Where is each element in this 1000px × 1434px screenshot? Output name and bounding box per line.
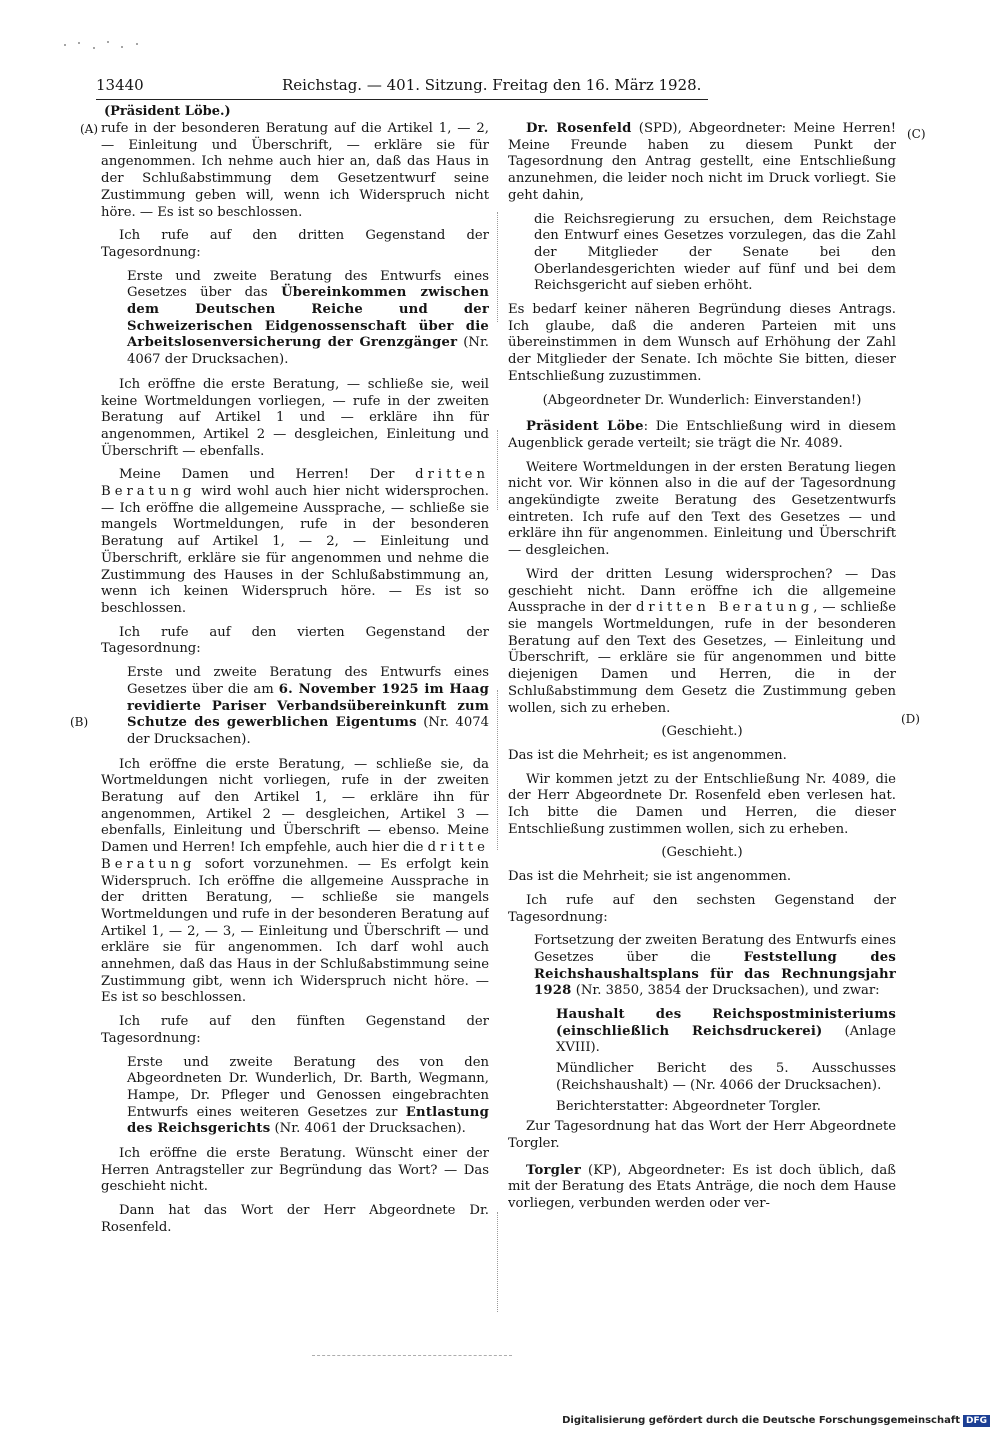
- speech-text: : Die Entschließung wird in diesem Augenblick gerade verteilt; sie trägt die Nr. 4089.: [508, 419, 896, 451]
- agenda-reference: (Nr. 4067 der Drucksachen).: [127, 335, 489, 368]
- paragraph: [508, 567, 896, 717]
- column-rule: [497, 1212, 498, 1312]
- agenda-text: Erste und zweite Beratung des Entwurfs eines Gesetzes über die am: [127, 665, 489, 697]
- speech: [508, 121, 896, 205]
- margin-mark-a: (A): [80, 122, 99, 136]
- paragraph: rufe in der besonderen Beratung auf die Artikel 1, — 2, — Einleitung und Überschrift, — erkläre sie für angenommen. Ich nehme auch hier an, daß das Haus in der Schlußabstimmung dem Gesetzentwurf seine Zustimmung geben will, wenn ich Widerspruch nicht höre. — Es ist so beschlossen.: [101, 121, 489, 220]
- paragraph: [101, 467, 489, 617]
- agenda-reference: (Nr. 3850, 3854 der Drucksachen), und zwar:: [571, 983, 880, 999]
- paragraph: [101, 757, 489, 1008]
- page-number: 13440: [96, 76, 144, 94]
- text: Meine Damen und Herren! Der: [119, 467, 416, 483]
- column-rule: [497, 690, 498, 850]
- text: Ich eröffne die erste Beratung, — schließe sie, da Wortmeldungen nicht vorliegen, rufe in der zweiten Beratung auf den Artikel 1, — erkläre ihn für angenommen, Artikel 2 — desgleichen, Artikel 3 — ebenfalls, Einleitung und Überschrift — ebenso. Meine Damen und Herren! Ich empfehle, auch hier die: [101, 756, 489, 856]
- speech: [508, 419, 896, 452]
- agenda-text: Erste und zweite Beratung des von den Abgeordneten Dr. Wunderlich, Dr. Barth, Wegmann, Hampe, Dr. Pfleger und Genossen eingebrachten Entwurfs eines weiteren Gesetzes zur: [127, 1054, 489, 1120]
- column-rule: [497, 212, 498, 322]
- margin-mark-c: (C): [907, 127, 926, 141]
- text: sofort vorzunehmen. — Es erfolgt kein Widerspruch. Ich eröffne die allgemeine Aussprache in der dritten Beratung, — schließe sie mangels Wortmeldungen und rufe in der besonderen Beratung auf Artikel 1, — 2, — 3, — Einleitung und Überschrift — und erkläre sie für angenommen. Ich darf wohl auch annehmen, daß das Haus in der Schlußabstimmung seine Zustimmung gibt, wenn ich Widerspruch nicht höre. — Es ist so beschlossen.: [101, 856, 489, 1006]
- paragraph: Das ist die Mehrheit; sie ist angenommen.: [508, 869, 792, 885]
- agenda-item-4: [127, 665, 489, 749]
- agenda-text: Fortsetzung der zweiten Beratung des Entwurfs eines Gesetzes über die: [534, 933, 896, 965]
- page-header: [96, 76, 706, 100]
- budget-subitem: [556, 1007, 896, 1057]
- stage-direction: (Geschieht.): [661, 724, 743, 740]
- speech: [508, 1163, 896, 1213]
- margin-mark-d: (D): [901, 712, 920, 726]
- spaced-text: dritten Beratung: [635, 600, 814, 616]
- scan-specks: [60, 38, 150, 58]
- paragraph: Ich rufe auf den fünften Gegenstand der Tagesordnung:: [101, 1014, 489, 1046]
- funding-text: Digitalisierung gefördert durch die Deutsche Forschungsgemeinschaft: [562, 1415, 960, 1426]
- agenda-item-3: [127, 269, 489, 369]
- interjection: (Abgeordneter Dr. Wunderlich: Einverstanden!): [542, 392, 862, 408]
- paragraph: Weitere Wortmeldungen in der ersten Beratung liegen nicht vor. Wir können also in die auf der Tagesordnung angekündigte zweite Beratung des Gesetzentwurfs eintreten. Ich rufe auf den Text des Gesetzes — und erkläre ihn für angenommen. Einleitung und Überschrift — desgleichen.: [508, 459, 896, 559]
- continued-speaker: (Präsident Löbe.): [104, 104, 231, 119]
- running-title: Reichstag. — 401. Sitzung. Freitag den 16. März 1928.: [282, 76, 702, 94]
- paragraph: Es bedarf keiner näheren Begründung dieses Antrags. Ich glaube, daß die anderen Parteien mit uns übereinstimmen in dem Wunsch auf Erhöhung der Zahl der Mitglieder der Senate. Ich möchte Sie bitten, dieser Entschließung zuzustimmen.: [508, 302, 896, 384]
- agenda-item-6: [534, 933, 896, 1000]
- agenda-title: Entlastung des Reichsgerichts: [127, 1104, 489, 1137]
- agenda-reference: (Nr. 4074 der Drucksachen).: [127, 715, 489, 747]
- speech-text: (SPD), Abgeordneter: Meine Herren! Meine Freunde haben zu diesem Punkt der Tagesordnung den Antrag gestellt, eine Entschließung anzunehmen, die leider noch nicht im Druck vorliegt. Sie geht dahin,: [508, 121, 896, 203]
- column-rule: [497, 430, 498, 510]
- paragraph: Zur Tagesordnung hat das Wort der Herr Abgeordnete Torgler.: [508, 1119, 896, 1151]
- agenda-item-5: [127, 1055, 489, 1139]
- budget-annex: (Anlage XVIII).: [556, 1023, 896, 1056]
- agenda-title: Übereinkommen zwischen dem Deutschen Reiche und der Schweizerischen Eidgenossenschaft über die Arbeitslosenversicherung der Grenzgänger: [127, 285, 489, 351]
- agenda-text: Erste und zweite Beratung des Entwurfs eines Gesetzes über das: [127, 268, 489, 301]
- quoted-motion: die Reichsregierung zu ersuchen, dem Reichstage den Entwurf eines Gesetzes vorzulegen, das die Zahl der Mitglieder der Senate bei den Oberlandesgerichten wieder auf fünf und bei dem Reichsgericht auf sieben erhöht.: [534, 211, 896, 294]
- paragraph: Ich rufe auf den dritten Gegenstand der Tagesordnung:: [101, 228, 489, 260]
- agenda-title: Feststellung des Reichshaushaltsplans für das Rechnungsjahr 1928: [534, 949, 896, 999]
- header-rule: [96, 99, 708, 100]
- text: , — schließe sie mangels Wortmeldungen, rufe in der besonderen Beratung auf den Text des Gesetzes, — Einleitung und Überschrift, — erkläre sie für angenommen und bitte diejenigen Damen und Herren, die in der Schlußabstimmung dem Gesetz die Zustimmung geben wollen, sich zu erheben.: [508, 600, 896, 716]
- paragraph: Ich eröffne die erste Beratung. Wünscht einer der Herren Antragsteller zur Begründung das Wort? — Das geschieht nicht.: [101, 1146, 489, 1195]
- paragraph: Dann hat das Wort der Herr Abgeordnete Dr. Rosenfeld.: [101, 1203, 489, 1235]
- spaced-text: dritte Beratung: [101, 840, 489, 872]
- speaker-name: Dr. Rosenfeld: [526, 121, 632, 136]
- speaker-name: Präsident Löbe: [526, 419, 644, 435]
- right-column: [508, 121, 896, 1308]
- agenda-reference: (Nr. 4061 der Drucksachen).: [270, 1121, 466, 1137]
- paragraph: Ich rufe auf den sechsten Gegenstand der Tagesordnung:: [508, 892, 896, 925]
- speech-text: (KP), Abgeordneter: Es ist doch üblich, daß mit der Beratung des Etats Anträge, die noch dem Hause vorliegen, verbunden werden oder ver-: [508, 1162, 896, 1212]
- margin-mark-b: (B): [70, 715, 89, 729]
- reporter: Berichterstatter: Abgeordneter Torgler.: [556, 1098, 821, 1114]
- left-column: [101, 121, 489, 1308]
- paragraph: Ich eröffne die erste Beratung, — schließe sie, weil keine Wortmeldungen vorliegen, — rufe in der zweiten Beratung auf Artikel 1 und — erkläre ihn für angenommen, Artikel 2 — desgleichen, Einleitung und Überschrift — ebenfalls.: [101, 376, 489, 459]
- funding-notice: [562, 1415, 990, 1427]
- scan-artifact: [312, 1355, 512, 1362]
- paragraph: Wir kommen jetzt zu der Entschließung Nr. 4089, die der Herr Abgeordnete Dr. Rosenfeld eben verlesen hat. Ich bitte die Damen und Herren, die dieser Entschließung zustimmen wollen, sich zu erheben.: [508, 771, 896, 837]
- agenda-title: 6. November 1925 im Haag revidierte Pariser Verbandsübereinkunft zum Schutze des gewerblichen Eigentums: [127, 681, 489, 731]
- text: wird wohl auch hier nicht widersprochen. — Ich eröffne die allgemeine Aussprache, — schließe sie mangels Wortmeldungen, rufe in der besonderen Beratung auf Artikel 1, — 2, — Einleitung und Überschrift, erkläre sie für angenommen und nehme die Zustimmung des Hauses in der Schlußabstimmung an, wenn ich keinen Widerspruch höre. — Es ist so beschlossen.: [101, 484, 489, 616]
- paragraph: Ich rufe auf den vierten Gegenstand der Tagesordnung:: [101, 624, 489, 657]
- budget-title: Haushalt des Reichspostministeriums (einschließlich Reichsdruckerei): [556, 1007, 896, 1039]
- text: Wird der dritten Lesung widersprochen? — Das geschieht nicht. Dann eröffne ich die allgemeine Aussprache in der: [508, 566, 896, 616]
- committee-report: Mündlicher Bericht des 5. Ausschusses (Reichshaushalt) — (Nr. 4066 der Drucksachen).: [556, 1061, 896, 1093]
- spaced-text: dritten Beratung: [101, 467, 489, 500]
- dfg-logo: DFG: [963, 1415, 990, 1427]
- paragraph: Das ist die Mehrheit; es ist angenommen.: [508, 747, 787, 763]
- stage-direction: (Geschieht.): [661, 845, 743, 861]
- speaker-name: Torgler: [526, 1162, 582, 1178]
